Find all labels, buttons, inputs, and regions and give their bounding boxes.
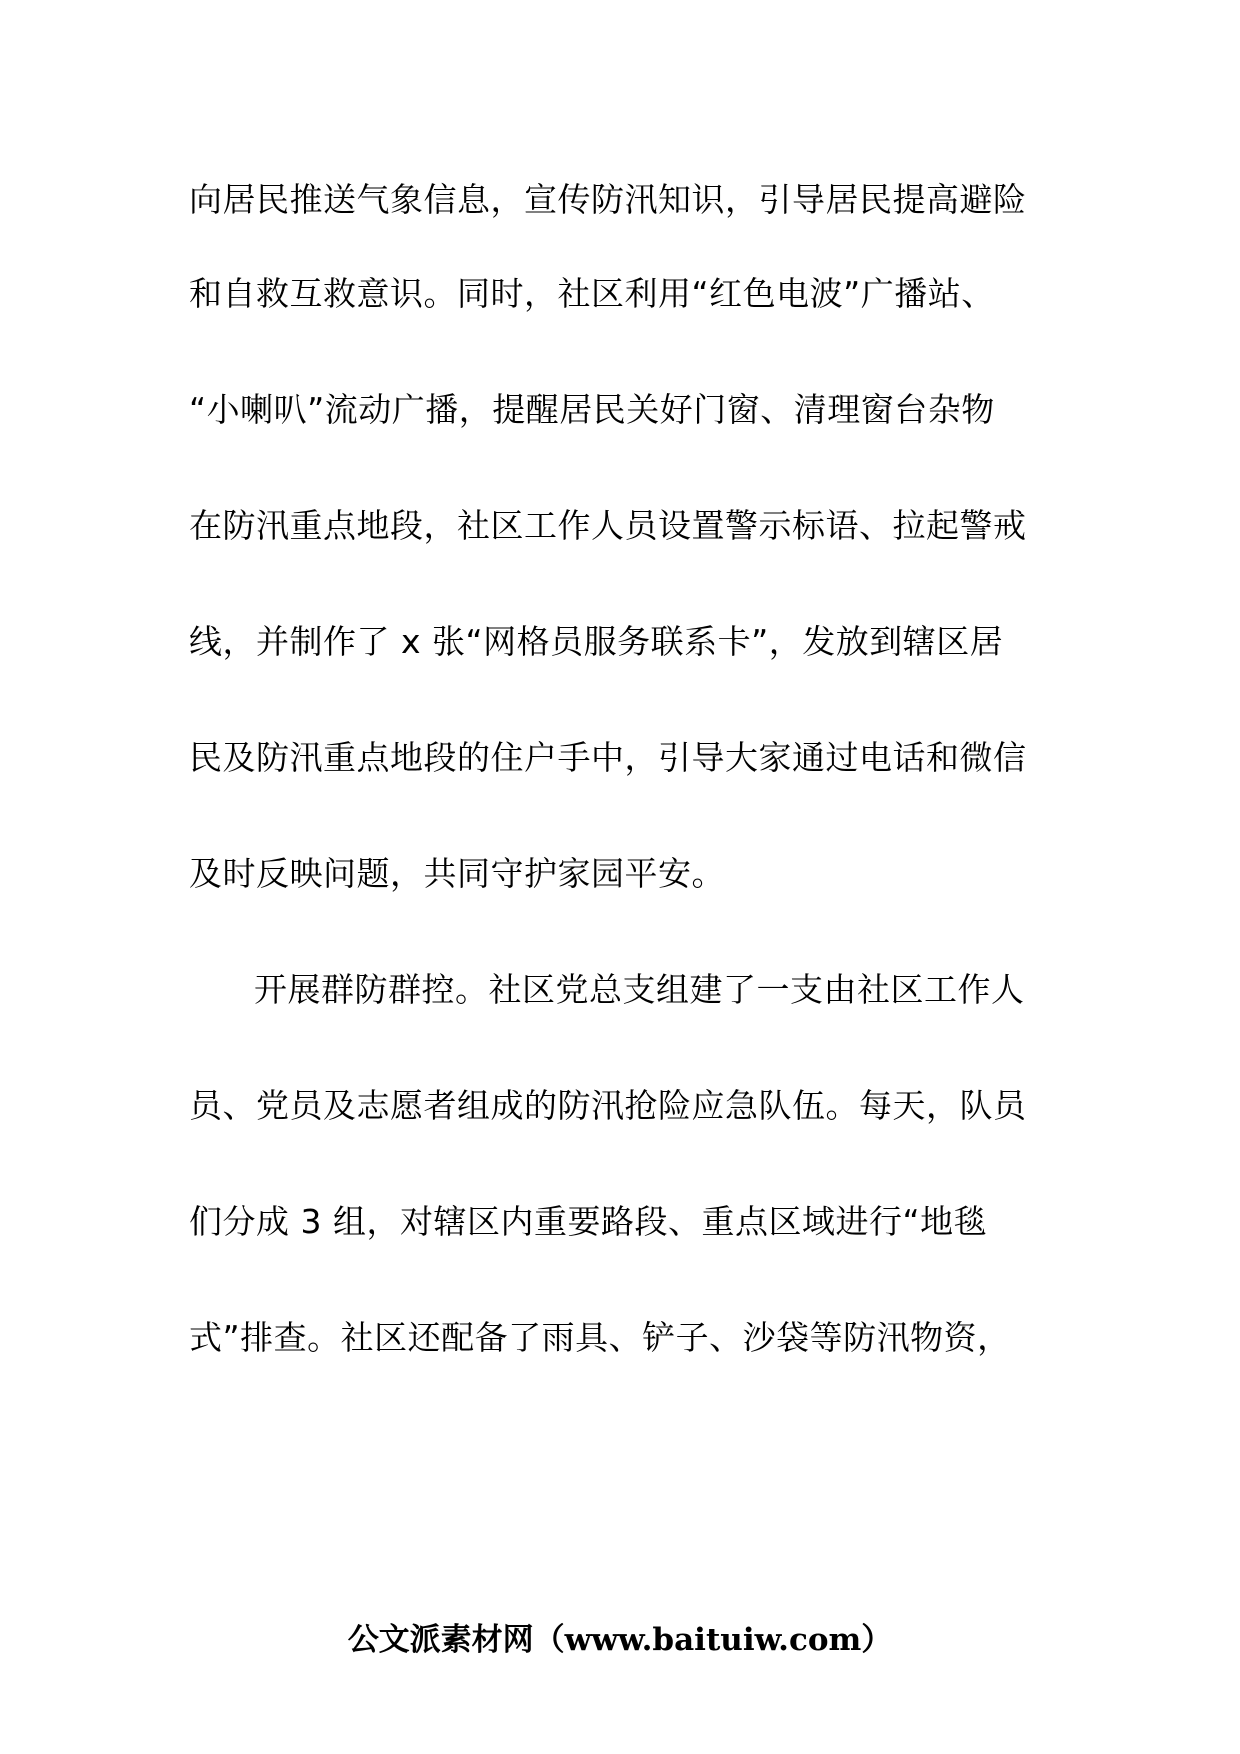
page-footer-watermark: 公文派素材网（www.baituiw.com）: [347, 1622, 893, 1658]
body-text-line: 向居民推送气象信息，宣传防汛知识，引导居民提高避险: [189, 180, 1027, 219]
body-text-line: 式”排查。社区还配备了雨具、铲子、沙袋等防汛物资，: [189, 1318, 1011, 1357]
body-text-line: 及时反映问题，共同守护家园平安。: [189, 854, 725, 893]
body-text-line: 员、党员及志愿者组成的防汛抢险应急队伍。每天，队员: [189, 1086, 1027, 1125]
body-text-line: “小喇叭”流动广播，提醒居民关好门窗、清理窗台杂物: [189, 390, 995, 429]
body-text-line: 民及防汛重点地段的住户手中，引导大家通过电话和微信: [189, 738, 1027, 777]
paragraph-first-line: 开展群防群控。社区党总支组建了一支由社区工作人: [254, 970, 1025, 1009]
body-text-line: 们分成 3 组，对辖区内重要路段、重点区域进行“地毯: [189, 1202, 988, 1241]
body-text-line: 在防汛重点地段，社区工作人员设置警示标语、拉起警戒: [189, 506, 1027, 545]
body-text-line: 和自救互救意识。同时，社区利用“红色电波”广播站、: [189, 274, 995, 313]
body-text-line: 线，并制作了 x 张“网格员服务联系卡”，发放到辖区居: [189, 622, 1004, 661]
